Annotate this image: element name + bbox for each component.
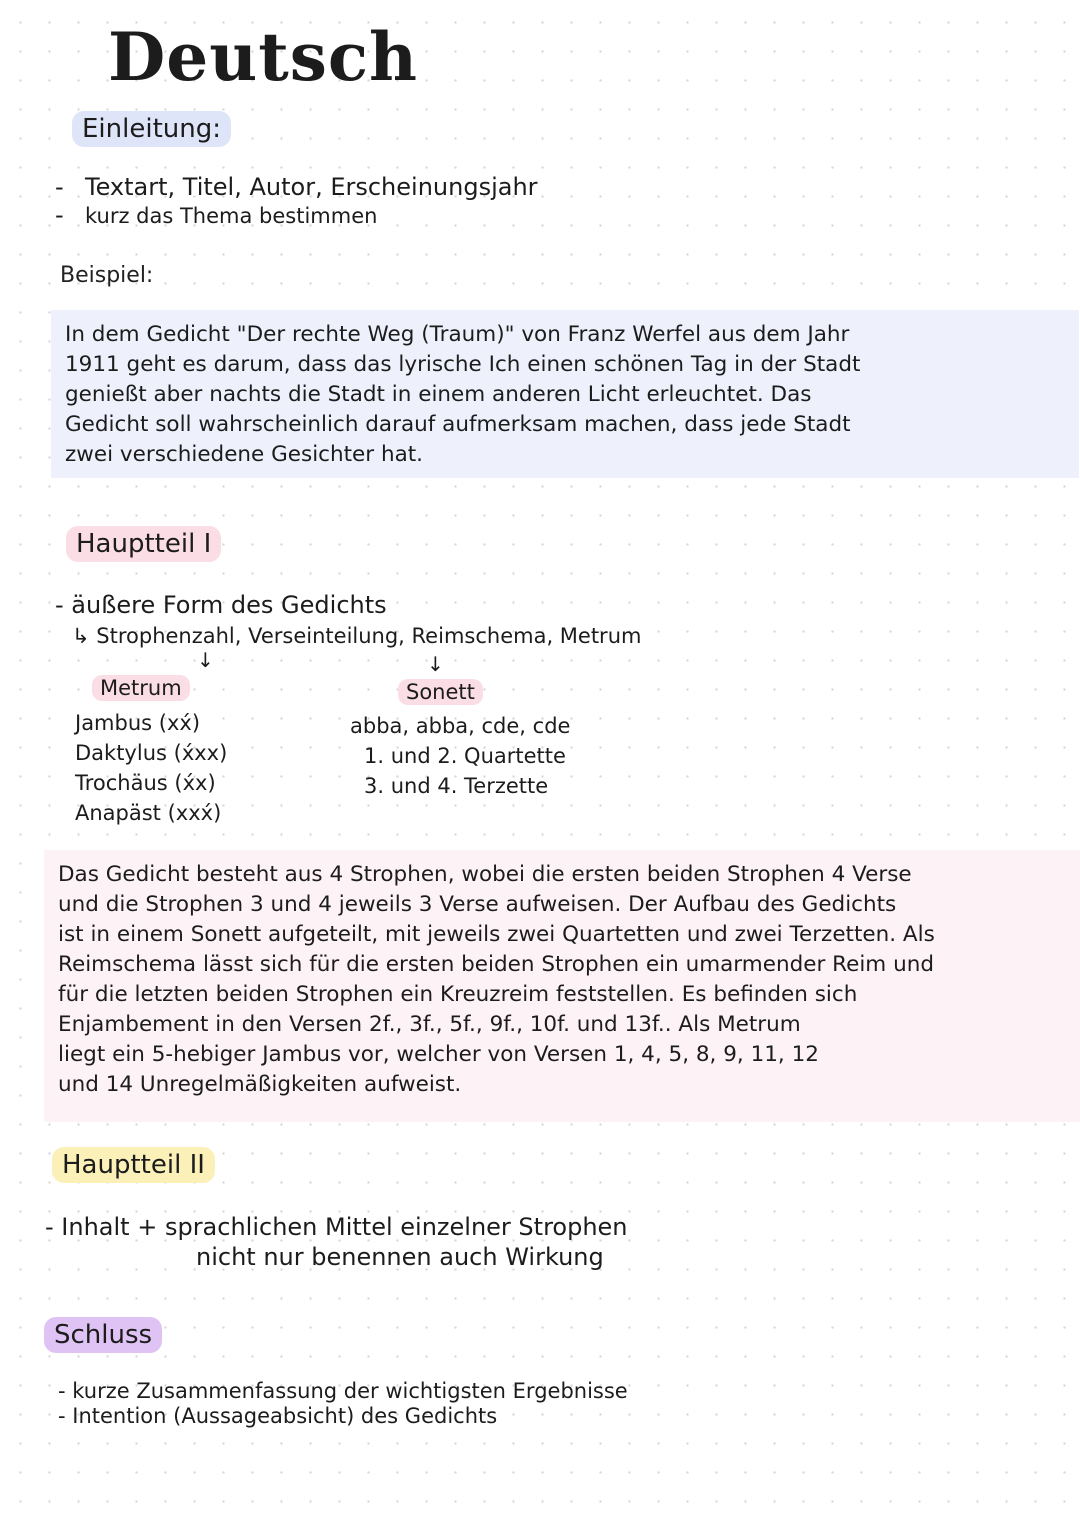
sonett-item: 1. und 2. Quartette (364, 744, 566, 768)
main2-item: - Inhalt + sprachlichen Mittel einzelner Strophen (45, 1213, 628, 1241)
main1-text-line: Das Gedicht besteht aus 4 Strophen, wobei die ersten beiden Strophen 4 Verse (58, 862, 912, 887)
main1-text-line: ist in einem Sonett aufgeteilt, mit jeweils zwei Quartetten und zwei Terzetten. Als (58, 922, 935, 947)
conclusion-section (44, 1320, 162, 1350)
example-line: genießt aber nachts die Stadt in einem anderen Licht erleuchtet. Das (65, 382, 812, 407)
main1-sub: ↳ Strophenzahl, Verseinteilung, Reimschema, Metrum (72, 624, 642, 648)
metrum-heading-wrap (92, 676, 190, 700)
bullet-dash: - (55, 591, 72, 619)
conclusion-item: - kurze Zusammenfassung der wichtigsten Ergebnisse (58, 1379, 628, 1403)
example-line: 1911 geht es darum, dass das lyrische Ich einen schönen Tag in der Stadt (65, 352, 861, 377)
main1-text-line: und 14 Unregelmäßigkeiten aufweist. (58, 1072, 462, 1097)
example-heading: Beispiel: (60, 263, 154, 288)
example-box (51, 310, 1079, 478)
sonett-item: abba, abba, cde, cde (350, 714, 571, 738)
main1-text-box (44, 850, 1080, 1122)
example-line: In dem Gedicht "Der rechte Weg (Traum)" von Franz Werfel aus dem Jahr (65, 322, 850, 347)
main1-text-line: und die Strophen 3 und 4 jeweils 3 Verse aufweisen. Der Aufbau des Gedichts (58, 892, 897, 917)
intro-section (72, 114, 231, 144)
main1-section (66, 529, 221, 559)
bullet-dash: - (55, 201, 64, 229)
main2-item-cont: nicht nur benennen auch Wirkung (196, 1243, 604, 1271)
bullet-dash: - (45, 1213, 62, 1241)
page-title: Deutsch (108, 18, 419, 96)
intro-item: - kurz das Thema bestimmen (55, 201, 378, 229)
metrum-item: Daktylus (x́xx) (75, 741, 228, 765)
arrow-return-icon: ↳ (72, 624, 97, 648)
example-line: zwei verschiedene Gesichter hat. (65, 442, 424, 467)
metrum-list (75, 708, 227, 828)
metrum-heading: Metrum (92, 675, 190, 701)
sonett-item: 3. und 4. Terzette (364, 774, 549, 798)
main2-section (52, 1150, 215, 1180)
intro-heading: Einleitung: (72, 111, 231, 147)
main1-text-line: für die letzten beiden Strophen ein Kreuzreim feststellen. Es befinden sich (58, 982, 858, 1007)
metrum-item: Anapäst (xxx́) (75, 801, 222, 825)
bullet-dash: - (58, 1379, 73, 1403)
sonett-heading: Sonett (398, 679, 483, 705)
metrum-item: Jambus (xx́) (75, 711, 201, 735)
sonett-heading-wrap (398, 680, 483, 704)
main1-text-line: Reimschema lässt sich für die ersten beiden Strophen ein umarmender Reim und (58, 952, 934, 977)
conclusion-item: - Intention (Aussageabsicht) des Gedichts (58, 1404, 498, 1428)
bullet-dash: - (58, 1404, 73, 1428)
sonett-list (350, 711, 570, 801)
main1-item: - äußere Form des Gedichts (55, 591, 387, 619)
intro-item: - Textart, Titel, Autor, Erscheinungsjahr (55, 173, 538, 201)
conclusion-heading: Schluss (44, 1317, 162, 1353)
bullet-dash: - (55, 173, 64, 201)
example-line: Gedicht soll wahrscheinlich darauf aufmerksam machen, dass jede Stadt (65, 412, 851, 437)
main2-heading: Hauptteil II (52, 1147, 215, 1183)
main1-heading: Hauptteil I (66, 526, 221, 562)
arrow-down-icon: ↓ (197, 648, 214, 672)
metrum-item: Trochäus (x́x) (75, 771, 216, 795)
main1-text-line: liegt ein 5-hebiger Jambus vor, welcher von Versen 1, 4, 5, 8, 9, 11, 12 (58, 1042, 819, 1067)
arrow-down-icon: ↓ (427, 652, 444, 676)
main1-text-line: Enjambement in den Versen 2f., 3f., 5f., 9f., 10f. und 13f.. Als Metrum (58, 1012, 801, 1037)
